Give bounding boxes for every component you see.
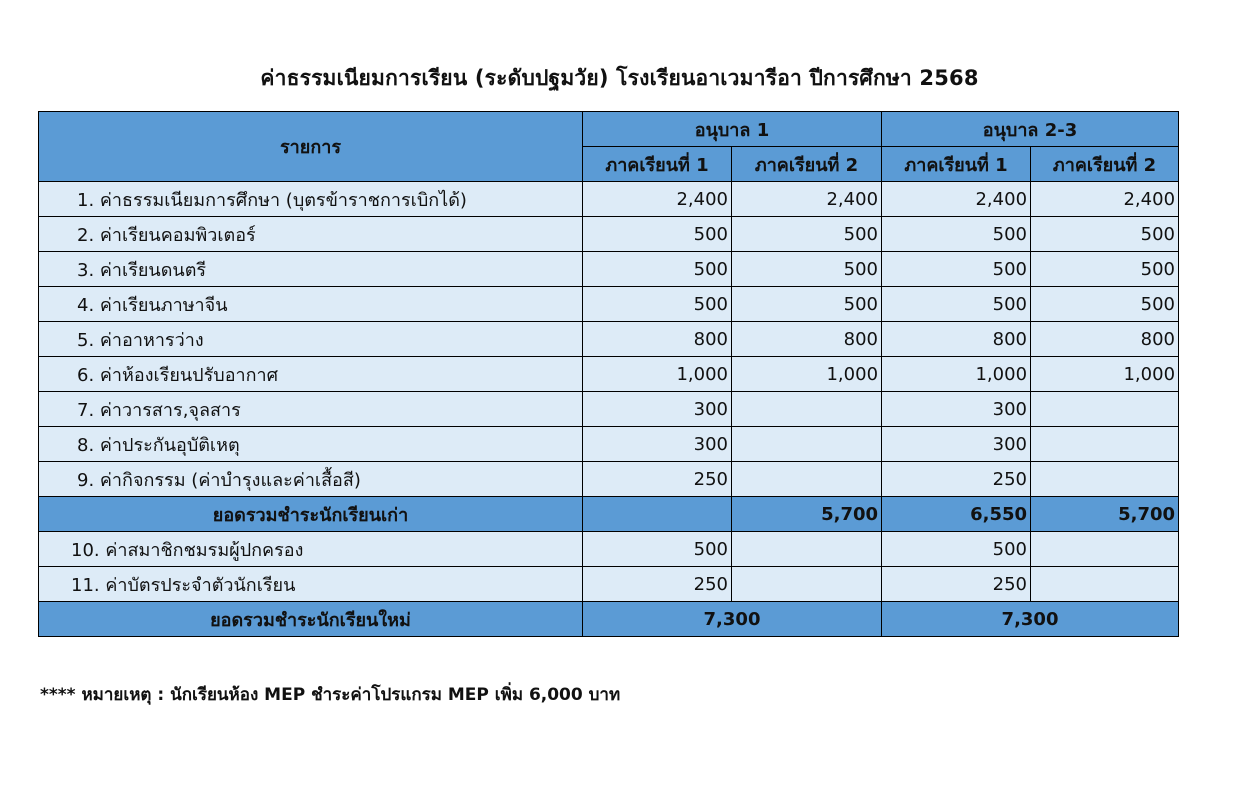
cell-value: 500 xyxy=(1031,217,1179,252)
page-title: ค่าธรรมเนียมการเรียน (ระดับปฐมวัย) โรงเรียนอาเวมารีอา ปีการศึกษา 2568 xyxy=(260,66,979,90)
cell-value: 500 xyxy=(583,252,732,287)
total-value: 5,700 xyxy=(732,497,882,532)
cell-value: 250 xyxy=(583,462,732,497)
total-value: 6,550 xyxy=(882,497,1031,532)
row-label: 9. ค่ากิจกรรม (ค่าบำรุงและค่าเสื้อสี) xyxy=(39,462,583,497)
total-value: 7,300 xyxy=(882,602,1179,637)
row-label: 1. ค่าธรรมเนียมการศึกษา (บุตรข้าราชการเบิกได้) xyxy=(39,182,583,217)
table-row xyxy=(39,322,1179,357)
cell-value: 800 xyxy=(732,322,882,357)
cell-value: 250 xyxy=(583,567,732,602)
cell-value: 1,000 xyxy=(1031,357,1179,392)
row-label: 7. ค่าวารสาร,จุลสาร xyxy=(39,392,583,427)
header-kindergarten-2-3: อนุบาล 2-3 xyxy=(882,112,1179,147)
cell-value: 500 xyxy=(583,287,732,322)
total-value: 5,700 xyxy=(1031,497,1179,532)
table-row xyxy=(39,357,1179,392)
header-kindergarten-1: อนุบาล 1 xyxy=(583,112,882,147)
cell-value: 500 xyxy=(882,532,1031,567)
cell-value: 800 xyxy=(1031,322,1179,357)
cell-value: 250 xyxy=(882,462,1031,497)
row-label: 2. ค่าเรียนคอมพิวเตอร์ xyxy=(39,217,583,252)
total-old-students-row xyxy=(39,497,1179,532)
table-row xyxy=(39,427,1179,462)
table-row xyxy=(39,287,1179,322)
cell-value: 500 xyxy=(882,217,1031,252)
cell-value: 500 xyxy=(882,252,1031,287)
row-label: 6. ค่าห้องเรียนปรับอากาศ xyxy=(39,357,583,392)
total-value: 7,300 xyxy=(583,602,882,637)
cell-value: 800 xyxy=(882,322,1031,357)
cell-value: 2,400 xyxy=(882,182,1031,217)
cell-value: 2,400 xyxy=(1031,182,1179,217)
header-k1-semester-2: ภาคเรียนที่ 2 xyxy=(732,147,882,182)
header-k1-semester-1: ภาคเรียนที่ 1 xyxy=(583,147,732,182)
cell-value: 250 xyxy=(882,567,1031,602)
table-row xyxy=(39,462,1179,497)
cell-value: 1,000 xyxy=(882,357,1031,392)
table-row xyxy=(39,392,1179,427)
header-k23-semester-1: ภาคเรียนที่ 1 xyxy=(882,147,1031,182)
cell-value: 500 xyxy=(882,287,1031,322)
cell-value xyxy=(1031,392,1179,427)
fee-table xyxy=(38,111,1179,637)
cell-value xyxy=(732,567,882,602)
cell-value: 500 xyxy=(1031,287,1179,322)
footnote: **** หมายเหตุ : นักเรียนห้อง MEP ชำระค่าโปรแกรม MEP เพิ่ม 6,000 บาท xyxy=(40,685,621,705)
cell-value xyxy=(1031,427,1179,462)
row-label: 10. ค่าสมาชิกชมรมผู้ปกครอง xyxy=(39,532,583,567)
cell-value xyxy=(1031,532,1179,567)
cell-value xyxy=(732,427,882,462)
total-old-label: ยอดรวมชำระนักเรียนเก่า xyxy=(39,497,583,532)
cell-value xyxy=(1031,462,1179,497)
cell-value xyxy=(732,392,882,427)
cell-value: 1,000 xyxy=(732,357,882,392)
header-item-column: รายการ xyxy=(39,112,583,182)
cell-value: 300 xyxy=(882,427,1031,462)
cell-value xyxy=(1031,567,1179,602)
cell-value: 300 xyxy=(583,427,732,462)
row-label: 11. ค่าบัตรประจำตัวนักเรียน xyxy=(39,567,583,602)
row-label: 4. ค่าเรียนภาษาจีน xyxy=(39,287,583,322)
row-label: 3. ค่าเรียนดนตรี xyxy=(39,252,583,287)
cell-value xyxy=(732,462,882,497)
table-row xyxy=(39,252,1179,287)
row-label: 5. ค่าอาหารว่าง xyxy=(39,322,583,357)
cell-value: 500 xyxy=(732,252,882,287)
row-label: 8. ค่าประกันอุบัติเหตุ xyxy=(39,427,583,462)
cell-value: 500 xyxy=(583,217,732,252)
cell-value: 500 xyxy=(732,287,882,322)
cell-value xyxy=(732,532,882,567)
table-row xyxy=(39,217,1179,252)
cell-value: 500 xyxy=(583,532,732,567)
cell-value: 2,400 xyxy=(583,182,732,217)
table-row xyxy=(39,182,1179,217)
cell-value: 300 xyxy=(583,392,732,427)
table-row xyxy=(39,532,1179,567)
total-new-students-row xyxy=(39,602,1179,637)
table-row xyxy=(39,567,1179,602)
cell-value: 2,400 xyxy=(732,182,882,217)
cell-value: 800 xyxy=(583,322,732,357)
cell-value: 500 xyxy=(1031,252,1179,287)
cell-value: 1,000 xyxy=(583,357,732,392)
total-new-label: ยอดรวมชำระนักเรียนใหม่ xyxy=(39,602,583,637)
cell-value: 300 xyxy=(882,392,1031,427)
header-k23-semester-2: ภาคเรียนที่ 2 xyxy=(1031,147,1179,182)
cell-value: 500 xyxy=(732,217,882,252)
total-value xyxy=(583,497,732,532)
